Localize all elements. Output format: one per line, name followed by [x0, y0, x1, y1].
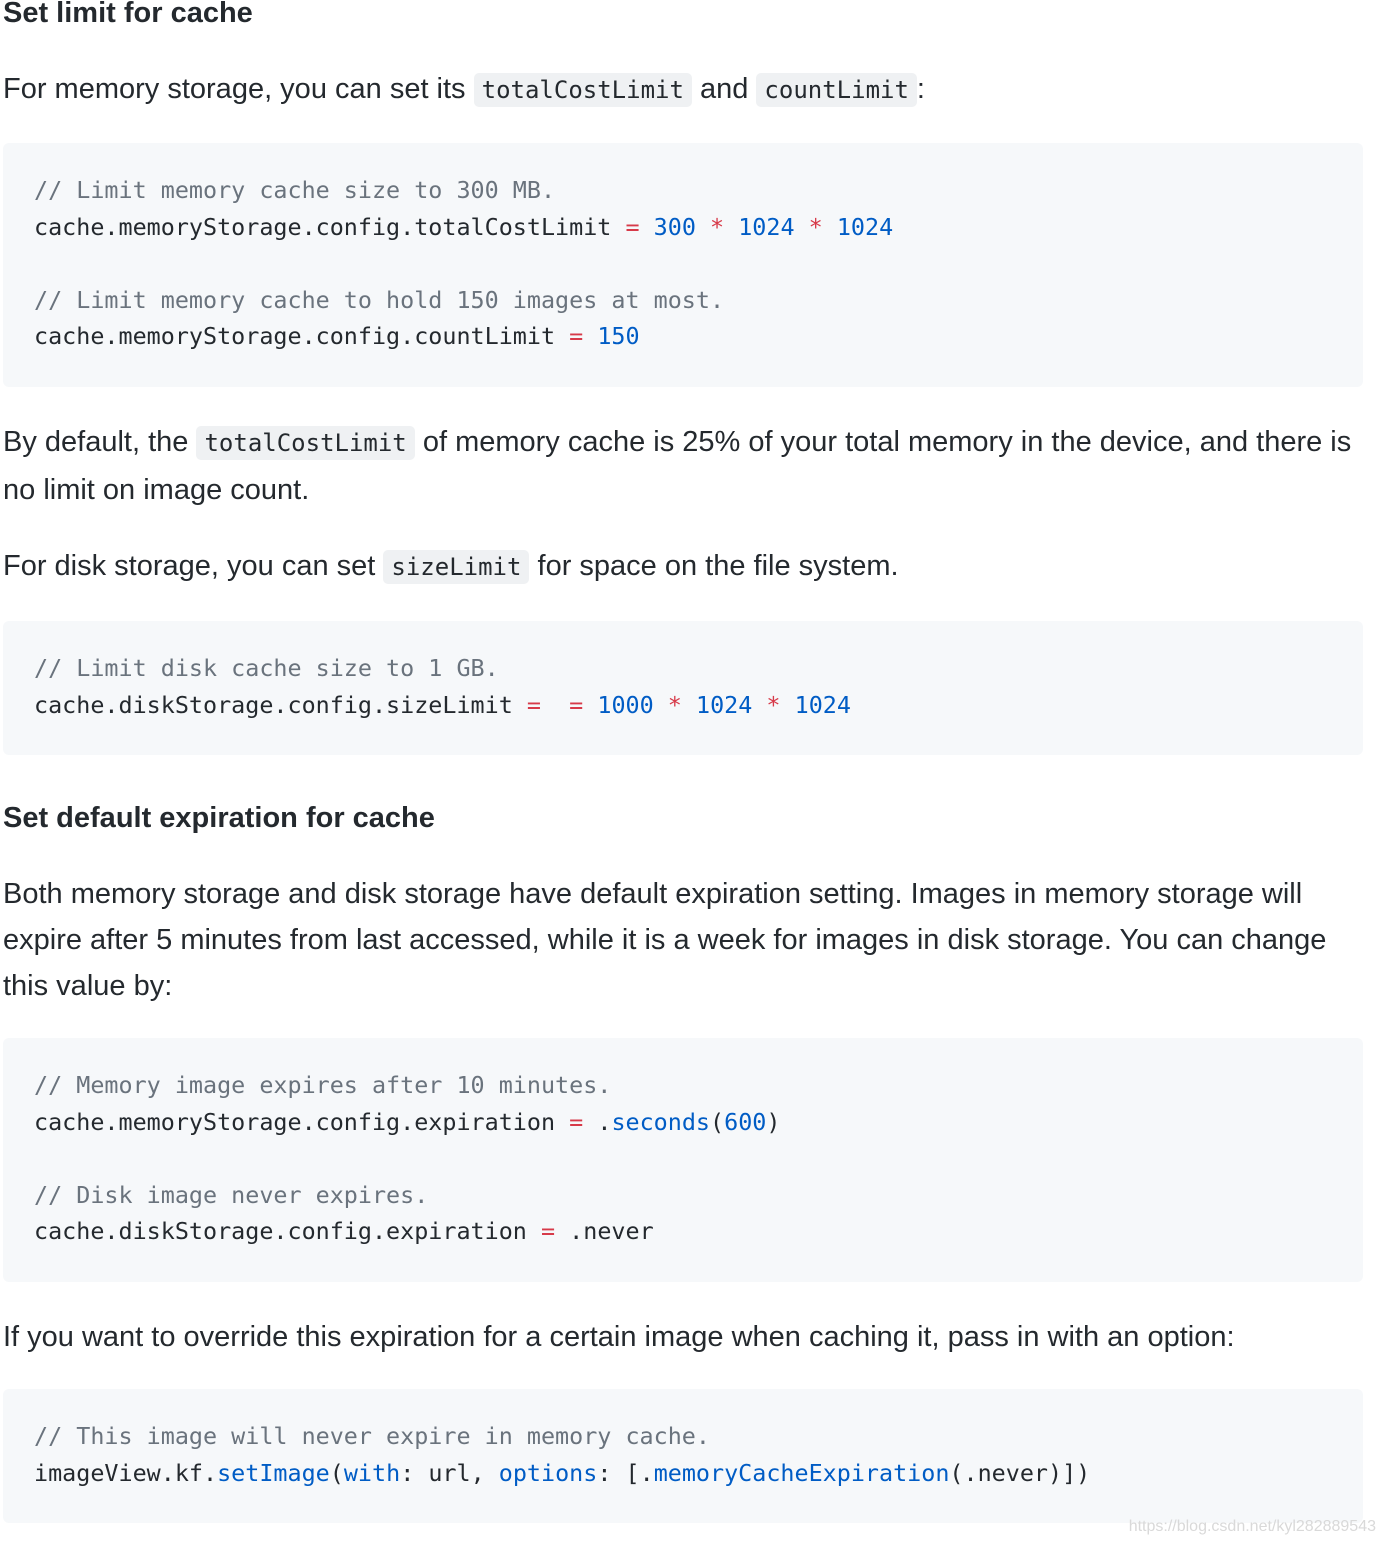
- code-block-expiration[interactable]: // Memory image expires after 10 minutes. cache.memoryStorage.config.expiration = .seconds(600) // Disk image never expires. cache.diskStorage.config.expiration = .never: [3, 1038, 1363, 1282]
- inline-code-sizelimit: sizeLimit: [383, 550, 529, 584]
- inline-code-totalcostlimit: totalCostLimit: [474, 73, 692, 107]
- code-comment: // Limit memory cache size to 300 MB.: [34, 176, 556, 204]
- watermark: https://blog.csdn.net/kyl282889543: [1128, 1518, 1376, 1535]
- code-comment: // Disk image never expires.: [34, 1180, 429, 1209]
- disk-storage-paragraph: For disk storage, you can set sizeLimit for space on the file system.: [3, 550, 899, 582]
- override-paragraph: If you want to override this expiration for a certain image when caching it, pass in with an option:: [3, 1321, 1235, 1353]
- inline-code-totalcostlimit: totalCostLimit: [196, 426, 414, 460]
- default-limit-paragraph: By default, the totalCostLimit of memory cache is 25% of your total memory in the device, and there is no limit on image count.: [3, 426, 1352, 506]
- inline-code-countlimit: countLimit: [756, 73, 917, 107]
- code-comment: // This image will never expire in memory cache.: [34, 1422, 710, 1450]
- memory-storage-intro: For memory storage, you can set its totalCostLimit and countLimit :: [3, 73, 925, 105]
- code-block-override[interactable]: // This image will never expire in memory cache. imageView.kf.setImage(with: url, options: [.memoryCacheExpiration(.never)]): [3, 1389, 1363, 1523]
- code-block-disk-limit[interactable]: // Limit disk cache size to 1 GB. cache.diskStorage.config.sizeLimit = = 1000 * 1024 * 1024: [3, 621, 1363, 755]
- heading-set-default-expiration: Set default expiration for cache: [3, 802, 435, 834]
- code-comment: // Limit memory cache to hold 150 images at most.: [34, 285, 725, 314]
- code-comment: // Memory image expires after 10 minutes.: [34, 1071, 612, 1099]
- code-block-memory-limit[interactable]: // Limit memory cache size to 300 MB. cache.memoryStorage.config.totalCostLimit = 300 * 1024 * 1024 // Limit memory cache to hold 150 images at most. cache.memoryStorage.config.countLimit = 150: [3, 143, 1363, 387]
- expiration-paragraph: Both memory storage and disk storage have default expiration setting. Images in memory storage will expire after 5 minutes from last accessed, while it is a week for images in disk storage. You can change this value by:: [3, 878, 1327, 1002]
- heading-set-limit-for-cache: Set limit for cache: [3, 0, 253, 29]
- code-comment: // Limit disk cache size to 1 GB.: [34, 654, 499, 682]
